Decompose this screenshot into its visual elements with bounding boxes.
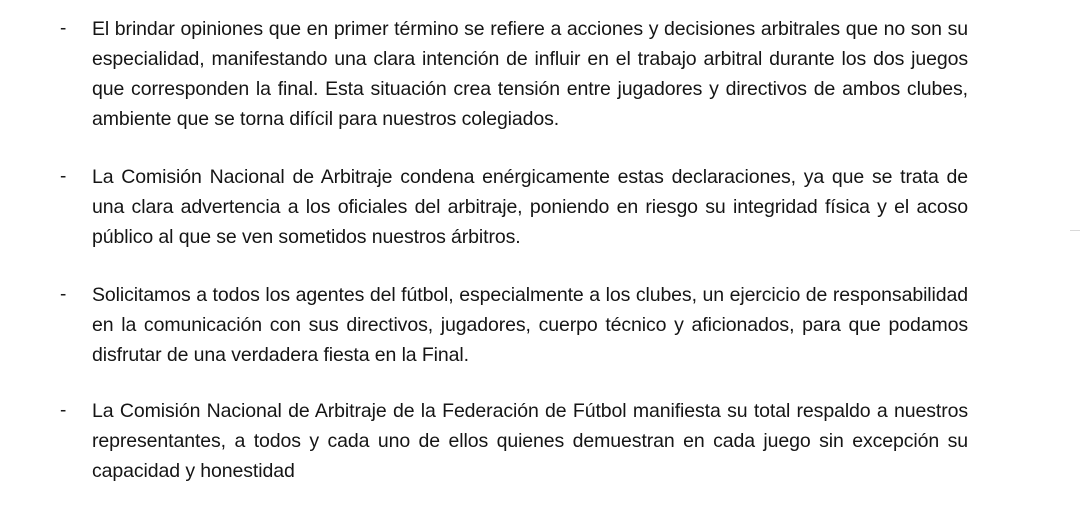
list-item: [56, 162, 968, 252]
paragraph-text: La Comisión Nacional de Arbitraje condena enérgicamente estas declaraciones, ya que se trata de una clara advertencia a los oficiales del arbitraje, poniendo en riesgo su integridad física y el acoso público al que se ven sometidos nuestros árbitros.: [92, 166, 968, 248]
bullet-marker-icon: -: [60, 284, 67, 305]
list-item: [56, 396, 968, 486]
bullet-marker-icon: -: [60, 18, 67, 39]
paragraph-text: La Comisión Nacional de Arbitraje de la Federación de Fútbol manifiesta su total respaldo a nuestros representantes, a todos y cada uno de ellos quienes demuestran en cada juego sin excepción su capacidad y honestidad: [92, 400, 968, 482]
list-item: [56, 14, 968, 134]
bullet-list: [56, 14, 968, 486]
list-item: [56, 280, 968, 370]
bullet-marker-icon: -: [60, 166, 67, 187]
paragraph-text: El brindar opiniones que en primer término se refiere a acciones y decisiones arbitrales que no son su especialidad, manifestando una clara intención de influir en el trabajo arbitral durante los dos juegos que corresponden la final. Esta situación crea tensión entre jugadores y directivos de ambos clubes, ambiente que se torna difícil para nuestros colegiados.: [92, 18, 968, 130]
bullet-marker-icon: -: [60, 400, 67, 421]
paragraph-text: Solicitamos a todos los agentes del fútbol, especialmente a los clubes, un ejercicio de responsabilidad en la comunicación con sus directivos, jugadores, cuerpo técnico y aficionados, para que podamos disfrutar de una verdadera fiesta en la Final.: [92, 284, 968, 366]
page-edge-mark: [1070, 230, 1080, 231]
